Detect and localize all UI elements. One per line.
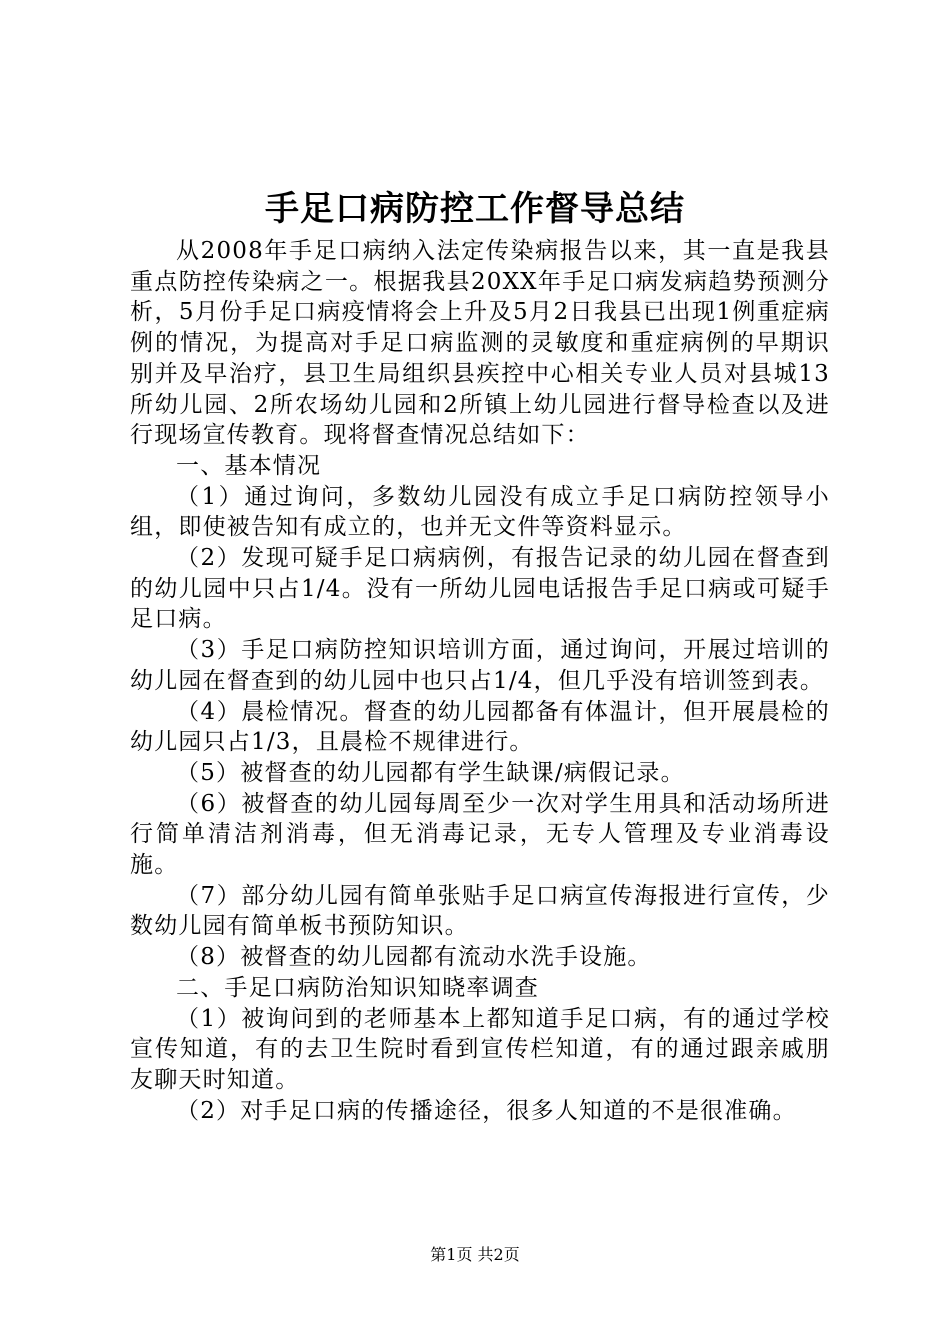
list-item: （2）对手足口病的传播途径，很多人知道的不是很准确。 xyxy=(176,1097,797,1124)
list-item: （1）通过询问，多数幼儿园没有成立手足口病防控领导小组，即使被告知有成立的，也并无文件等资料显示。 xyxy=(130,483,830,541)
list-item: （5）被督查的幼儿园都有学生缺课/病假记录。 xyxy=(176,759,685,786)
list-item: （7）部分幼儿园有简单张贴手足口病宣传海报进行宣传，少数幼儿园有简单板书预防知识。 xyxy=(130,882,830,940)
list-item: （3）手足口病防控知识培训方面，通过询问，开展过培训的幼儿园在督查到的幼儿园中也只占1/4，但几乎没有培训签到表。 xyxy=(130,637,830,694)
section-heading-survey: 二、手足口病防治知识知晓率调查 xyxy=(176,974,539,1001)
list-item: （1）被询问到的老师基本上都知道手足口病，有的通过学校宣传知道，有的去卫生院时看到宣传栏知道，有的通过跟亲戚朋友聊天时知道。 xyxy=(130,1005,830,1093)
list-item: （6）被督查的幼儿园每周至少一次对学生用具和活动场所进行简单清洁剂消毒，但无消毒记录，无专人管理及专业消毒设施。 xyxy=(130,790,830,879)
intro-paragraph: 从2008年手足口病纳入法定传染病报告以来，其一直是我县重点防控传染病之一。根据我县20XX年手足口病发病趋势预测分析，5月份手足口病疫情将会上升及5月2日我县已出现1例重症病例的情况，为提高对手足口病监测的灵敏度和重症病例的早期识别并及早治疗，县卫生局组织县疾控中心相关专业人员对县城13所幼儿园、2所农场幼儿园和2所镇上幼儿园进行督导检查以及进行现场宣传教育。现将督查情况总结如下： xyxy=(130,238,830,449)
document-body xyxy=(130,236,830,1126)
page-footer: 第1页 共2页 xyxy=(430,1245,520,1264)
list-item: （2）发现可疑手足口病病例，有报告记录的幼儿园在督查到的幼儿园中只占1/4。没有一所幼儿园电话报告手足口病或可疑手足口病。 xyxy=(130,545,830,633)
list-item: （8）被督查的幼儿园都有流动水洗手设施。 xyxy=(176,944,652,971)
list-item: （4）晨检情况。督查的幼儿园都备有体温计，但开展晨检的幼儿园只占1/3，且晨检不规律进行。 xyxy=(130,698,830,756)
section-heading-basic: 一、基本情况 xyxy=(176,452,322,479)
document-title: 手足口病防控工作督导总结 xyxy=(265,189,685,229)
